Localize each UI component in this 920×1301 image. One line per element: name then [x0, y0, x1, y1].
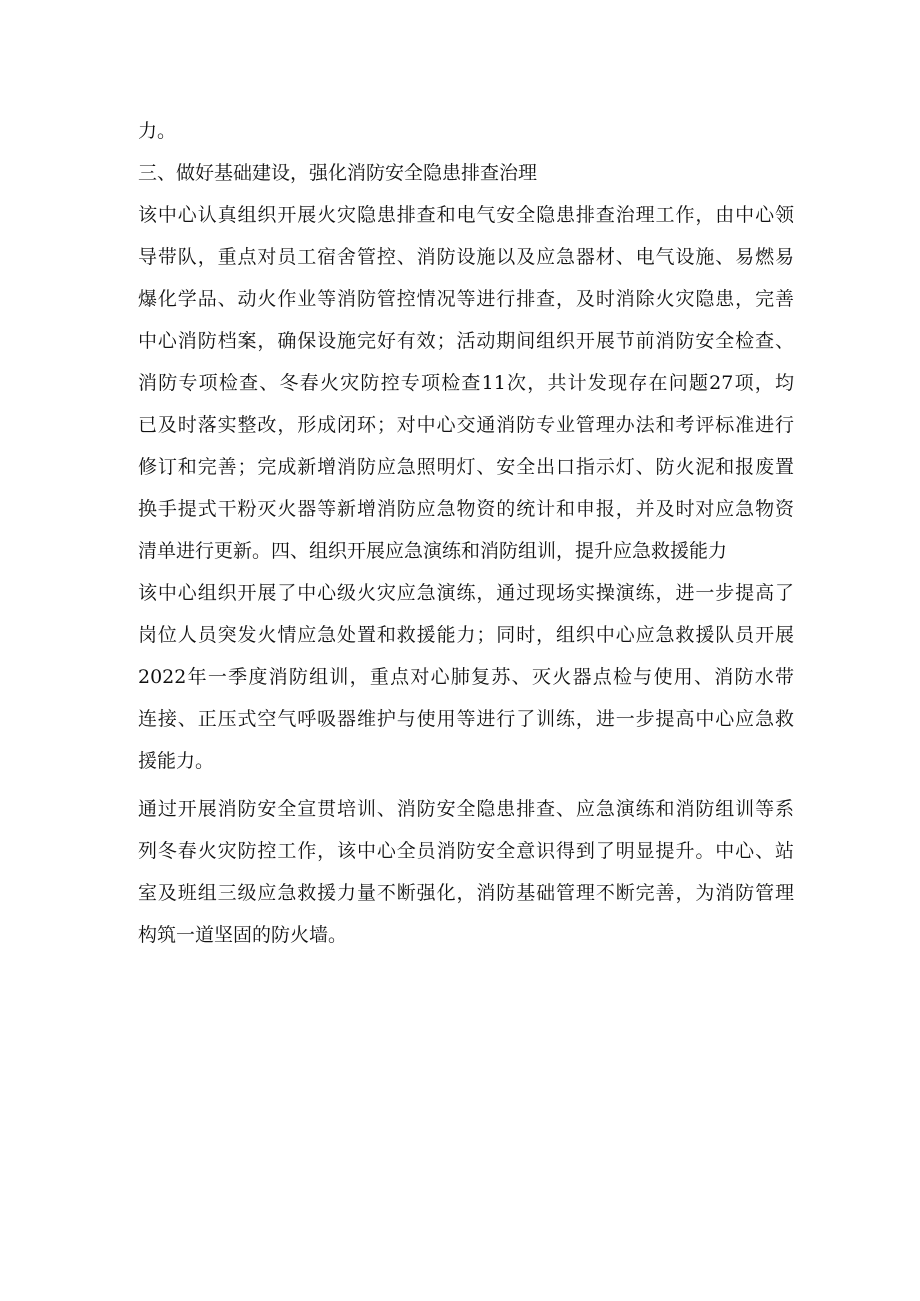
text-line: 中心消防档案，确保设施完好有效；活动期间组织开展节前消防安全检查、: [138, 330, 794, 352]
heading-line: 三、做好基础建设，强化消防安全隐患排查治理: [138, 162, 538, 184]
text-line: 力。: [138, 120, 177, 142]
paragraph-hazard-inspection: [138, 194, 798, 572]
text-line: 援能力。: [138, 750, 215, 772]
text-line: 2022年一季度消防组训，重点对心肺复苏、灭火器点检与使用、消防水带: [138, 666, 794, 688]
text-line: 通过开展消防安全宣贯培训、消防安全隐患排查、应急演练和消防组训等系: [138, 798, 794, 820]
text-line: 爆化学品、动火作业等消防管控情况等进行排查，及时消除火灾隐患，完善: [138, 288, 794, 310]
text-line: 室及班组三级应急救援力量不断强化，消防基础管理不断完善，为消防管理: [138, 882, 794, 904]
section-heading: [138, 152, 798, 194]
text-line: 列冬春火灾防控工作，该中心全员消防安全意识得到了明显提升。中心、站: [138, 840, 794, 862]
text-line: 岗位人员突发火情应急处置和救援能力；同时，组织中心应急救援队员开展: [138, 624, 794, 646]
text-line: 已及时落实整改，形成闭环；对中心交通消防专业管理办法和考评标准进行: [138, 414, 794, 436]
text-line: 导带队，重点对员工宿舍管控、消防设施以及应急器材、电气设施、易燃易: [138, 246, 794, 268]
paragraph-emergency-drill: [138, 572, 798, 782]
paragraph-summary: [138, 788, 798, 956]
text-line: 换手提式干粉灭火器等新增消防应急物资的统计和申报，并及时对应急物资: [138, 498, 794, 520]
text-line: 连接、正压式空气呼吸器维护与使用等进行了训练，进一步提高中心应急救: [138, 708, 794, 730]
text-line: 消防专项检查、冬春火灾防控专项检查11次，共计发现存在问题27项，均: [138, 372, 794, 394]
text-line: 修订和完善；完成新增消防应急照明灯、安全出口指示灯、防火泥和报废置: [138, 456, 794, 478]
text-line: 该中心认真组织开展火灾隐患排查和电气安全隐患排查治理工作，由中心领: [138, 204, 794, 226]
text-line: 清单进行更新。四、组织开展应急演练和消防组训，提升应急救援能力: [138, 540, 728, 562]
paragraph-continuation: [138, 110, 798, 152]
document-body: [138, 110, 798, 956]
text-line: 该中心组织开展了中心级火灾应急演练，通过现场实操演练，进一步提高了: [138, 582, 794, 604]
text-line: 构筑一道坚固的防火墙。: [138, 924, 348, 946]
